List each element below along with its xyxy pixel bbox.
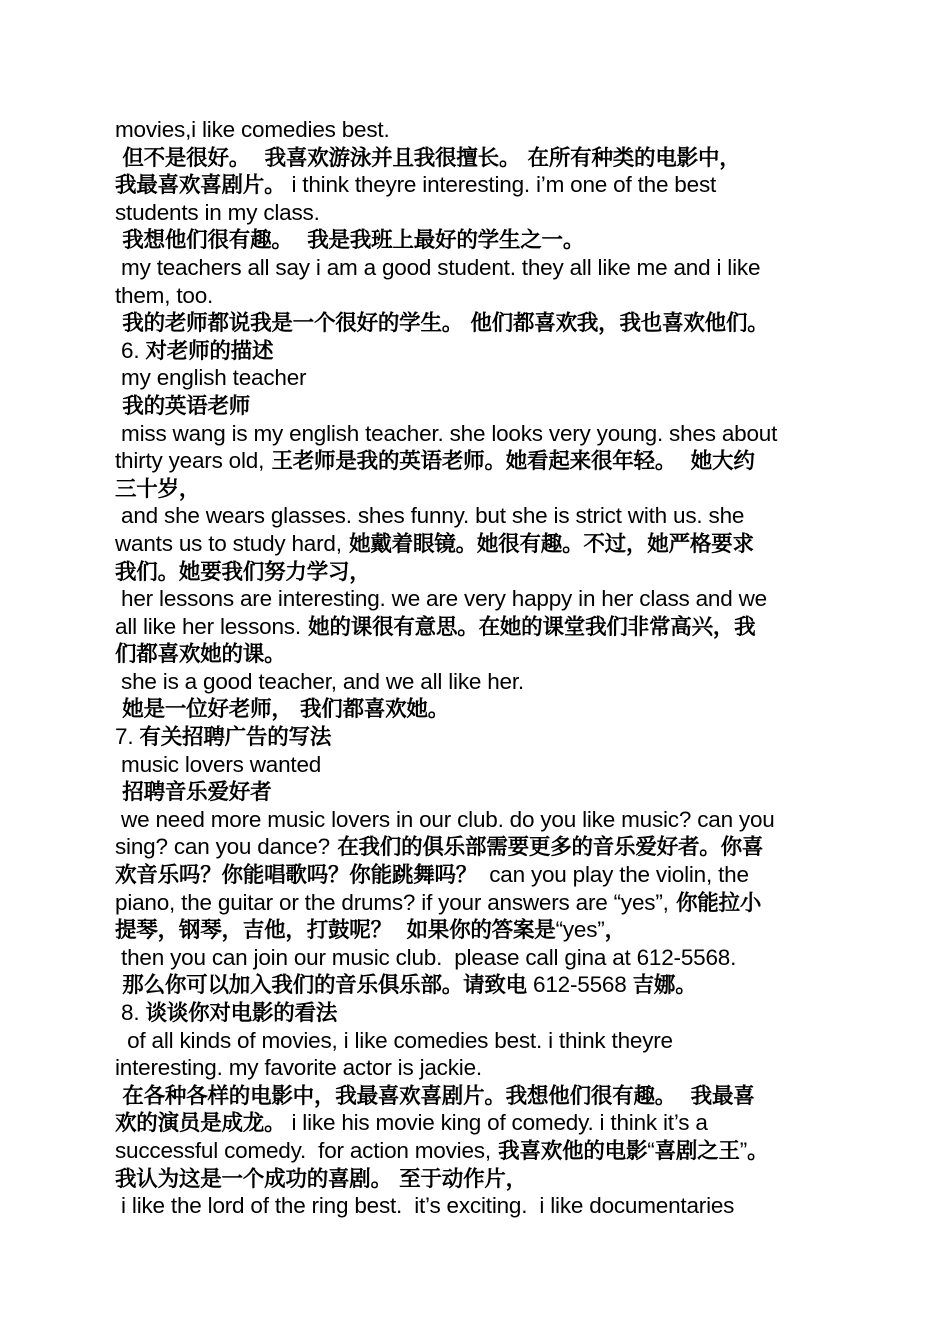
text-line: [115, 475, 840, 503]
text-line: [115, 171, 840, 199]
english-text-run: can you play the violin, the: [477, 862, 749, 888]
text-line: [115, 1137, 840, 1165]
english-text-run: we need more music lovers in our club. do you like music? can you: [115, 806, 775, 832]
text-line: [115, 392, 840, 420]
chinese-text-run: 有关招聘广告的写法: [139, 725, 332, 751]
english-text-run: her lessons are interesting. we are very happy in her class and we: [115, 586, 767, 612]
chinese-text-run: 招聘音乐爱好者: [115, 780, 272, 806]
english-text-run: successful comedy. for action movies,: [115, 1137, 491, 1163]
chinese-text-run: 王老师是我的英语老师。她看起来很年轻。 她大约: [264, 449, 755, 475]
text-line: [115, 502, 840, 530]
chinese-text-run: 她是一位好老师， 我们都喜欢她。: [115, 697, 450, 723]
english-text-run: them, too.: [115, 282, 214, 308]
english-text-run: of all kinds of movies, i like comedies best. i think theyre: [115, 1027, 673, 1053]
text-line: [115, 282, 840, 310]
chinese-text-run: 我的老师都说我是一个很好的学生。 他们都喜欢我，我也喜欢他们。: [115, 311, 769, 337]
chinese-text-run: 但不是很好。 我喜欢游泳并且我很擅长。 在所有种类的电影中，: [115, 145, 741, 171]
chinese-text-run: 欢音乐吗？你能唱歌吗？你能跳舞吗？: [115, 863, 478, 889]
text-line: [115, 337, 840, 365]
text-line: [115, 530, 840, 558]
text-line: [115, 226, 840, 254]
text-line: [115, 751, 840, 779]
text-line: [115, 723, 840, 751]
english-text-run: sing? can you dance?: [115, 834, 330, 860]
english-text-run: ”: [739, 1137, 748, 1163]
text-line: [115, 144, 840, 172]
chinese-text-run: 那么你可以加入我们的音乐俱乐部。请致电: [115, 973, 527, 999]
chinese-text-run: 我最喜欢喜剧片。: [115, 173, 286, 199]
chinese-text-run: 在各种各样的电影中，我最喜欢喜剧片。我想他们很有趣。 我最喜: [115, 1083, 755, 1109]
chinese-text-run: 喜剧之王: [654, 1138, 740, 1164]
chinese-text-run: ，: [604, 918, 626, 944]
english-text-run: i think theyre interesting. i’m one of the best: [285, 172, 717, 198]
english-text-run: thirty years old,: [115, 448, 265, 474]
chinese-text-run: 对老师的描述: [145, 338, 274, 364]
text-line: [115, 971, 840, 999]
chinese-text-run: 在我们的俱乐部需要更多的音乐爱好者。你喜: [329, 835, 764, 861]
text-line: [115, 199, 840, 227]
text-line: [115, 889, 840, 917]
english-text-run: then you can join our music club. please call gina at 612-5568.: [115, 944, 737, 970]
english-text-run: “yes”: [555, 917, 605, 943]
chinese-text-run: 提琴，钢琴，吉他，打鼓呢？ 如果你的答案是: [115, 918, 556, 944]
chinese-text-run: 。: [747, 1138, 769, 1164]
english-text-run: 8.: [115, 1000, 146, 1025]
chinese-text-run: 谈谈你对电影的看法: [145, 1001, 338, 1026]
text-line: [115, 1192, 840, 1220]
chinese-text-run: 吉娜。: [632, 973, 697, 999]
chinese-text-run: 她的课很有意思。在她的课堂我们非常高兴，我: [300, 614, 756, 640]
chinese-text-run: 我们。她要我们努力学习，: [115, 559, 371, 585]
english-text-run: and she wears glasses. shes funny. but she is strict with us. she: [115, 503, 745, 529]
english-text-run: my english teacher: [115, 365, 307, 391]
chinese-text-run: 我喜欢他的电影: [490, 1138, 648, 1164]
text-line: [115, 916, 840, 944]
text-line: [115, 806, 840, 834]
english-text-run: i like the lord of the ring best. it’s exciting. i like documentaries: [115, 1193, 735, 1219]
english-text-run: students in my class.: [115, 199, 320, 225]
text-line: [115, 447, 840, 475]
chinese-text-run: 你能拉小: [668, 890, 762, 916]
text-line: [115, 309, 840, 337]
english-text-run: movies,i like comedies best.: [115, 117, 390, 142]
english-text-run: 7.: [115, 724, 140, 750]
text-line: [115, 640, 840, 668]
text-line: [115, 364, 840, 392]
chinese-text-run: 我认为这是一个成功的喜剧。 至于动作片，: [115, 1166, 527, 1192]
english-text-run: miss wang is my english teacher. she looks very young. shes about: [115, 420, 778, 446]
text-line: [115, 420, 840, 448]
chinese-text-run: 三十岁，: [115, 476, 201, 502]
english-text-run: wants us to study hard,: [115, 530, 342, 556]
text-line: [115, 695, 840, 723]
text-line: [115, 558, 840, 586]
english-text-run: all like her lessons.: [115, 613, 301, 639]
english-text-run: music lovers wanted: [115, 751, 322, 777]
text-line: [115, 999, 840, 1027]
text-line: [115, 1082, 840, 1110]
english-text-run: 6.: [115, 337, 146, 363]
chinese-text-run: 我的英语老师: [115, 393, 251, 419]
chinese-text-run: 我想他们很有趣。 我是我班上最好的学生之一。: [115, 228, 585, 254]
text-line: [115, 668, 840, 696]
text-line: [115, 1054, 840, 1082]
text-line: [115, 944, 840, 972]
chinese-text-run: 们都喜欢她的课。: [115, 642, 286, 668]
text-line: [115, 833, 840, 861]
text-line: [115, 613, 840, 641]
english-text-run: piano, the guitar or the drums? if your answers are “yes”,: [115, 889, 669, 915]
english-text-run: interesting. my favorite actor is jackie.: [115, 1055, 482, 1081]
chinese-text-run: 欢的演员是成龙。: [115, 1111, 286, 1137]
text-line: [115, 1165, 840, 1193]
english-text-run: 612-5568: [527, 972, 633, 998]
english-text-run: i like his movie king of comedy. i think it’s a: [285, 1110, 708, 1136]
text-line: [115, 1027, 840, 1055]
text-line: [115, 778, 840, 806]
text-line: [115, 585, 840, 613]
english-text-run: “: [647, 1137, 655, 1163]
text-line: [115, 861, 840, 889]
chinese-text-run: 她戴着眼镜。她很有趣。不过，她严格要求: [341, 531, 754, 557]
document-body: [115, 116, 840, 1220]
english-text-run: my teachers all say i am a good student. they all like me and i like: [115, 254, 761, 280]
text-line: [115, 254, 840, 282]
english-text-run: she is a good teacher, and we all like her.: [115, 668, 524, 694]
text-line: [115, 1109, 840, 1137]
text-line: [115, 116, 840, 144]
